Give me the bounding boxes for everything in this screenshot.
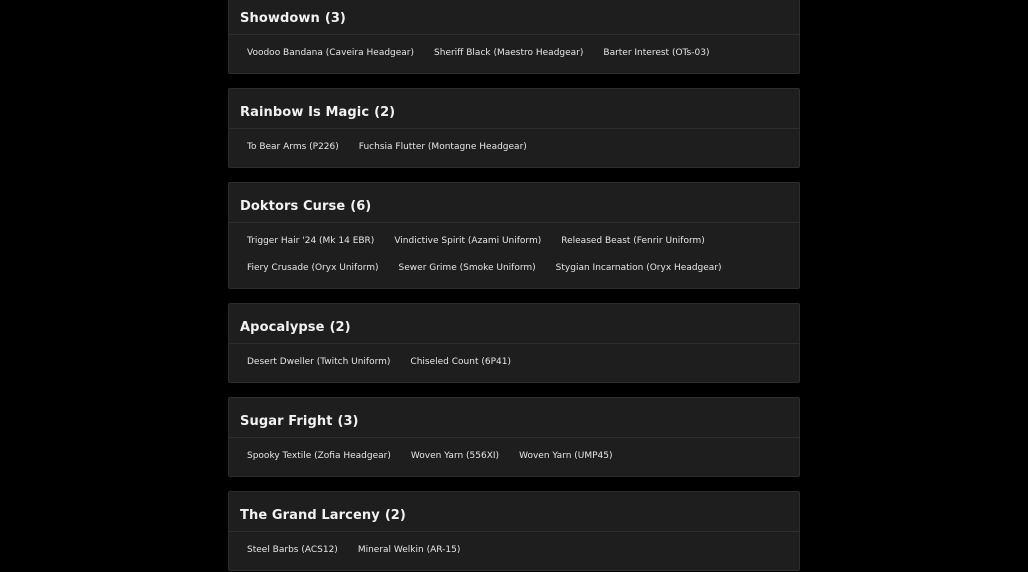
group-count: (3)	[337, 414, 359, 429]
skin-item[interactable]: Stygian Incarnation (Oryx Headgear)	[555, 263, 722, 273]
group-title: Sugar Fright	[240, 414, 333, 429]
skin-item[interactable]: Fuchsia Flutter (Montagne Headgear)	[358, 142, 527, 152]
skin-item[interactable]: Woven Yarn (UMP45)	[519, 451, 613, 461]
skin-item[interactable]: Sewer Grime (Smoke Uniform)	[398, 263, 536, 273]
skin-item[interactable]: Woven Yarn (556XI)	[410, 451, 500, 461]
group-count: (2)	[374, 105, 396, 120]
event-group-the-grand-larceny	[228, 491, 800, 571]
skin-item[interactable]: Barter Interest (OTs-03)	[603, 48, 710, 58]
group-count: (2)	[329, 320, 351, 335]
event-group-apocalypse	[228, 303, 800, 383]
skin-item[interactable]: Voodoo Bandana (Caveira Headgear)	[247, 48, 415, 58]
event-group-sugar-fright	[228, 397, 800, 477]
skin-item[interactable]: Spooky Textile (Zofia Headgear)	[247, 451, 391, 461]
group-items	[229, 438, 799, 476]
group-items	[229, 35, 799, 73]
event-group-doktors-curse	[228, 182, 800, 289]
group-title: The Grand Larceny	[240, 508, 380, 523]
skin-item[interactable]: Desert Dweller (Twitch Uniform)	[247, 357, 391, 367]
group-count: (3)	[324, 11, 346, 26]
skin-item[interactable]: Trigger Hair '24 (Mk 14 EBR)	[247, 236, 375, 246]
group-header[interactable]	[229, 89, 799, 129]
skin-item[interactable]: Sheriff Black (Maestro Headgear)	[434, 48, 584, 58]
group-header[interactable]	[229, 304, 799, 344]
group-header[interactable]	[229, 398, 799, 438]
skin-item[interactable]: To Bear Arms (P226)	[247, 142, 339, 152]
group-header[interactable]	[229, 0, 799, 35]
group-items	[229, 532, 799, 570]
skin-item[interactable]: Vindictive Spirit (Azami Uniform)	[394, 236, 542, 246]
event-group-rainbow-is-magic	[228, 88, 800, 168]
group-title: Showdown	[240, 11, 320, 26]
skin-item[interactable]: Fiery Crusade (Oryx Uniform)	[247, 263, 379, 273]
group-header[interactable]	[229, 492, 799, 532]
group-items	[229, 223, 799, 288]
group-header[interactable]	[229, 183, 799, 223]
event-group-showdown	[228, 0, 800, 74]
group-title: Rainbow Is Magic	[240, 105, 370, 120]
skin-item[interactable]: Released Beast (Fenrir Uniform)	[561, 236, 705, 246]
skin-item[interactable]: Chiseled Count (6P41)	[410, 357, 511, 367]
group-title: Apocalypse	[240, 320, 325, 335]
group-count: (6)	[350, 199, 372, 214]
group-items	[229, 129, 799, 167]
event-group-list	[228, 0, 800, 572]
group-items	[229, 344, 799, 382]
group-title: Doktors Curse	[240, 199, 346, 214]
group-count: (2)	[384, 508, 406, 523]
skin-item[interactable]: Steel Barbs (ACS12)	[247, 545, 338, 555]
skin-item[interactable]: Mineral Welkin (AR-15)	[357, 545, 461, 555]
